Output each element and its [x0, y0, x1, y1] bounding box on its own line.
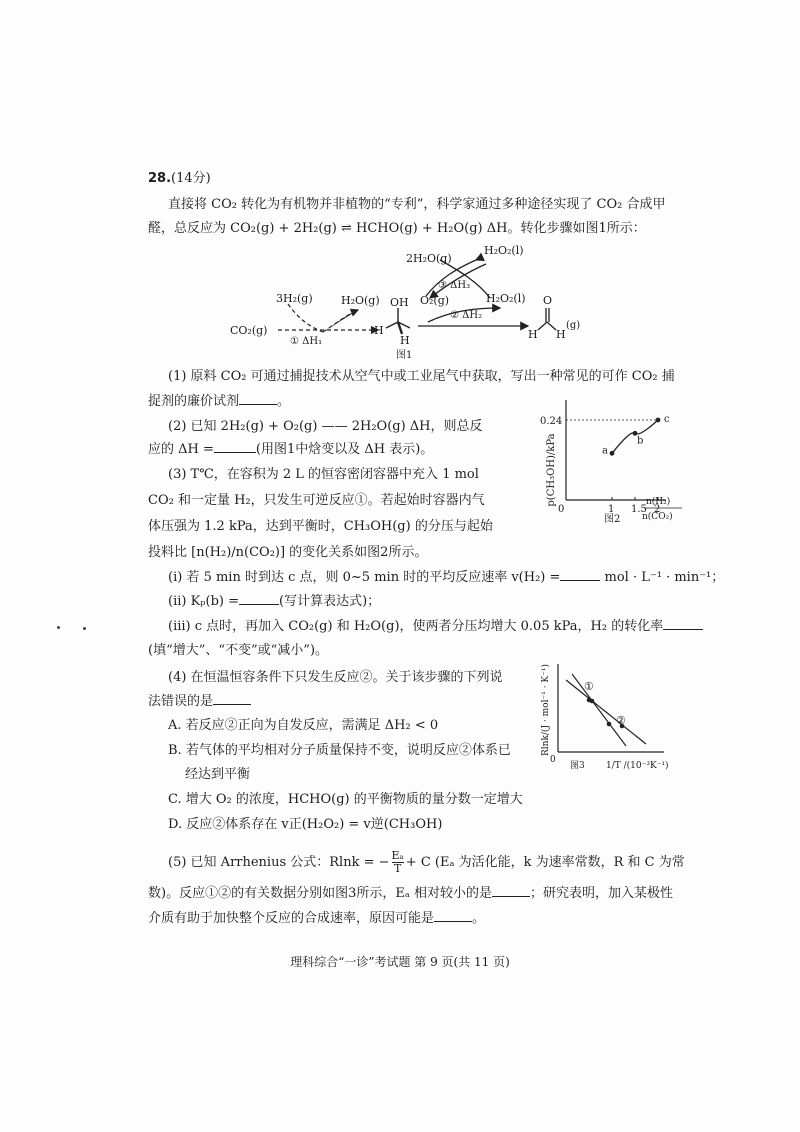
q4-line-1: (4) 在恒温恒容条件下只发生反应②。关于该步骤的下列说: [168, 670, 503, 685]
q3-iii-answer-blank[interactable]: [663, 629, 703, 630]
q4-option-b-line-2: 经达到平衡: [185, 767, 251, 782]
q4-line-2: [148, 693, 251, 711]
label-oh: OH: [390, 296, 409, 309]
q4-text: 法错误的是: [148, 694, 214, 709]
q3-line-1: (3) T℃，在容积为 2 L 的恒容密闭容器中充入 1 mol: [168, 467, 479, 482]
label-h-formaldehyde-left: H: [528, 328, 538, 341]
q5-text-d: ；研究表明，加入某极性: [529, 886, 673, 901]
label-step2: ② ΔH₂: [450, 310, 483, 321]
q2-line-2: [148, 441, 433, 459]
label-o2: O₂(g): [420, 294, 450, 307]
chart-series-line: [612, 420, 658, 453]
q3-line-2: CO₂ 和一定量 H₂，只发生可逆反应①。若起始时容器内气: [148, 493, 485, 508]
label-step3: ③ ΔH₃: [438, 280, 471, 291]
q2-answer-blank[interactable]: [214, 452, 256, 453]
chart-y-tick-label: 0.24: [540, 416, 563, 427]
figure-3-diagram: [536, 660, 686, 772]
q5-line-3: 介质有助于加快整个反应的合成速率，原因可能是 。: [148, 911, 486, 926]
q5-fraction-numerator: Eₐ: [391, 849, 404, 862]
figure-2-chart: [538, 392, 688, 532]
label-h-methanol-left: H: [374, 324, 384, 337]
q3-i-answer-blank[interactable]: [560, 580, 600, 581]
figure-1-diagram: [228, 238, 588, 360]
label-h2o2-mid: H₂O₂(l): [486, 292, 526, 305]
chart-x-tick-label: 1: [608, 504, 615, 515]
chart-point-label-b: b: [637, 435, 644, 447]
chart-y-axis-label: p(CH₃OH)/kPa: [546, 433, 557, 507]
label-h2o: H₂O(g): [341, 294, 380, 307]
step1-h2o-arrow: [323, 310, 358, 332]
question-header: [148, 170, 211, 188]
chart-x-tick-label: 1.5: [631, 504, 647, 515]
chart-point-label-c: c: [664, 414, 670, 425]
question-number: 28.: [148, 171, 172, 186]
label-g-formaldehyde: (g): [566, 320, 581, 331]
q3-ii-text-b: (写计算表达式)；: [279, 594, 381, 609]
fig3-line-1: [572, 674, 626, 746]
chart-x-label-numerator: n(H₂): [646, 497, 671, 507]
chart-caption: 图2: [604, 514, 621, 525]
label-co2: CO₂(g): [230, 324, 268, 337]
step1-h2-arrow: [288, 304, 323, 332]
q5-text-a: (5) 已知 Arrhenius 公式：Rlnk = −: [168, 855, 390, 870]
chart-point-label-a: a: [602, 445, 608, 457]
scan-speck: [83, 627, 86, 630]
q3-i-line: [168, 569, 724, 587]
fig3-point-2: [607, 722, 612, 727]
scan-speck: [57, 626, 60, 629]
q5-answer-blank-1[interactable]: [492, 896, 530, 897]
formaldehyde-h-bond-left: [538, 322, 547, 330]
q1-answer-blank[interactable]: [239, 404, 277, 405]
q3-iii-line-1: [168, 618, 703, 636]
chart-x-tick-label: 0: [558, 504, 565, 515]
q3-i-text-a: (i) 若 5 min 时到达 c 点，则 0~5 min 时的平均反应速率 v(H₂) =: [168, 570, 561, 585]
q5-text-c: 数)。反应①②的有关数据分别如图3所示，Eₐ 相对较小的是: [148, 886, 492, 901]
label-h-formaldehyde-right: H: [556, 328, 566, 341]
q2-line-1: (2) 已知 2H₂(g) + O₂(g) —— 2H₂O(g) ΔH，则总反: [168, 419, 483, 434]
q1-line-2: 捉剂的廉价试剂 。: [148, 394, 291, 409]
label-2h2o: 2H₂O(g): [406, 252, 452, 265]
methanol-h-bond-left: [386, 322, 398, 328]
q3-line-4: 投料比 [n(H₂)/n(CO₂)] 的变化关系如图2所示。: [148, 545, 428, 560]
fig3-origin-label: 0: [550, 755, 556, 765]
q2-text-a: 应的 ΔH =: [148, 442, 214, 457]
q4-option-a: A. 若反应②正向为自发反应，需满足 ΔH₂ < 0: [168, 718, 439, 733]
chart-x-tick-label: 2: [654, 504, 661, 515]
q3-ii-line: [168, 593, 380, 611]
intro-line-1: 直接将 CO₂ 转化为有机物并非植物的“专利”，科学家通过多种途径实现了 CO₂ 合成甲: [168, 197, 666, 212]
q4-option-b-line-1: B. 若气体的平均相对分子质量保持不变，说明反应②体系已: [168, 743, 511, 758]
chart-x-label-denominator: n(CO₂): [642, 512, 673, 522]
fig3-caption: 图3: [570, 761, 585, 771]
intro-line-2: 醛，总反应为 CO₂(g) + 2H₂(g) ⇌ HCHO(g) + H₂O(g) ΔH。转化步骤如图1所示：: [148, 221, 646, 236]
q4-option-d: D. 反应②体系存在 v正(H₂O₂) = v逆(CH₃OH): [168, 817, 443, 832]
label-h-methanol-bottom: H: [400, 334, 410, 347]
page-footer: 理科综合“一诊”考试题 第 9 页(共 11 页): [290, 955, 510, 969]
q3-iii-line-2: (填“增大”、“不变”或“减小”)。: [148, 643, 329, 658]
q1-text: 捉剂的廉价试剂: [148, 394, 240, 409]
formaldehyde-h-bond-right: [547, 322, 556, 330]
q5-text-b: + C (Eₐ 为活化能，k 为速率常数，R 和 C 为常: [405, 855, 685, 870]
label-3h2: 3H₂(g): [276, 292, 313, 305]
fig3-point-3: [590, 699, 595, 704]
q1-line-1: (1) 原料 CO₂ 可通过捕捉技术从空气中或工业尾气中获取，写出一种常见的可作 CO₂ 捕: [168, 369, 675, 384]
chart-point-c: [656, 418, 661, 423]
q5-fraction-denominator: T: [393, 862, 402, 875]
q5-text-e: 介质有助于加快整个反应的合成速率，原因可能是: [148, 911, 435, 926]
chart-point-a: [610, 451, 615, 456]
label-h2o2-top: H₂O₂(l): [484, 244, 524, 257]
fig3-line-2-label: ②: [616, 714, 626, 727]
fig3-line-2: [566, 680, 646, 744]
q5-answer-blank-2[interactable]: [434, 921, 472, 922]
q3-ii-answer-blank[interactable]: [239, 604, 279, 605]
q2-text-b: (用图1中焓变以及 ΔH 表示)。: [255, 442, 434, 457]
label-step1: ① ΔH₁: [290, 336, 323, 347]
fig3-line-1-label: ①: [584, 680, 594, 693]
q3-i-text-b: mol · L⁻¹ · min⁻¹；: [604, 570, 725, 585]
q4-option-c: C. 增大 O₂ 的浓度，HCHO(g) 的平衡物质的量分数一定增大: [168, 792, 523, 807]
q5-line-2: [148, 885, 673, 903]
fig3-x-axis-label: 1/T /(10⁻³K⁻¹): [606, 761, 669, 771]
q5-line-1: [168, 850, 685, 875]
fig3-y-axis-label: Rlnk/(J · mol⁻¹ · K⁻¹): [541, 663, 551, 757]
q4-answer-blank[interactable]: [213, 704, 251, 705]
question-points: (14分): [171, 171, 211, 186]
q3-iii-text-a: (iii) c 点时，再加入 CO₂(g) 和 H₂O(g)，使两者分压均增大 0.05 kPa，H₂ 的转化率: [168, 619, 664, 634]
q5-fraction: [392, 850, 404, 875]
q3-ii-text-a: (ii) Kₚ(b) =: [168, 594, 239, 609]
label-o-atom: O: [543, 294, 553, 307]
q3-line-3: 体压强为 1.2 kPa，达到平衡时，CH₃OH(g) 的分压与起始: [148, 519, 493, 534]
figure-1-caption: 图1: [396, 350, 413, 360]
